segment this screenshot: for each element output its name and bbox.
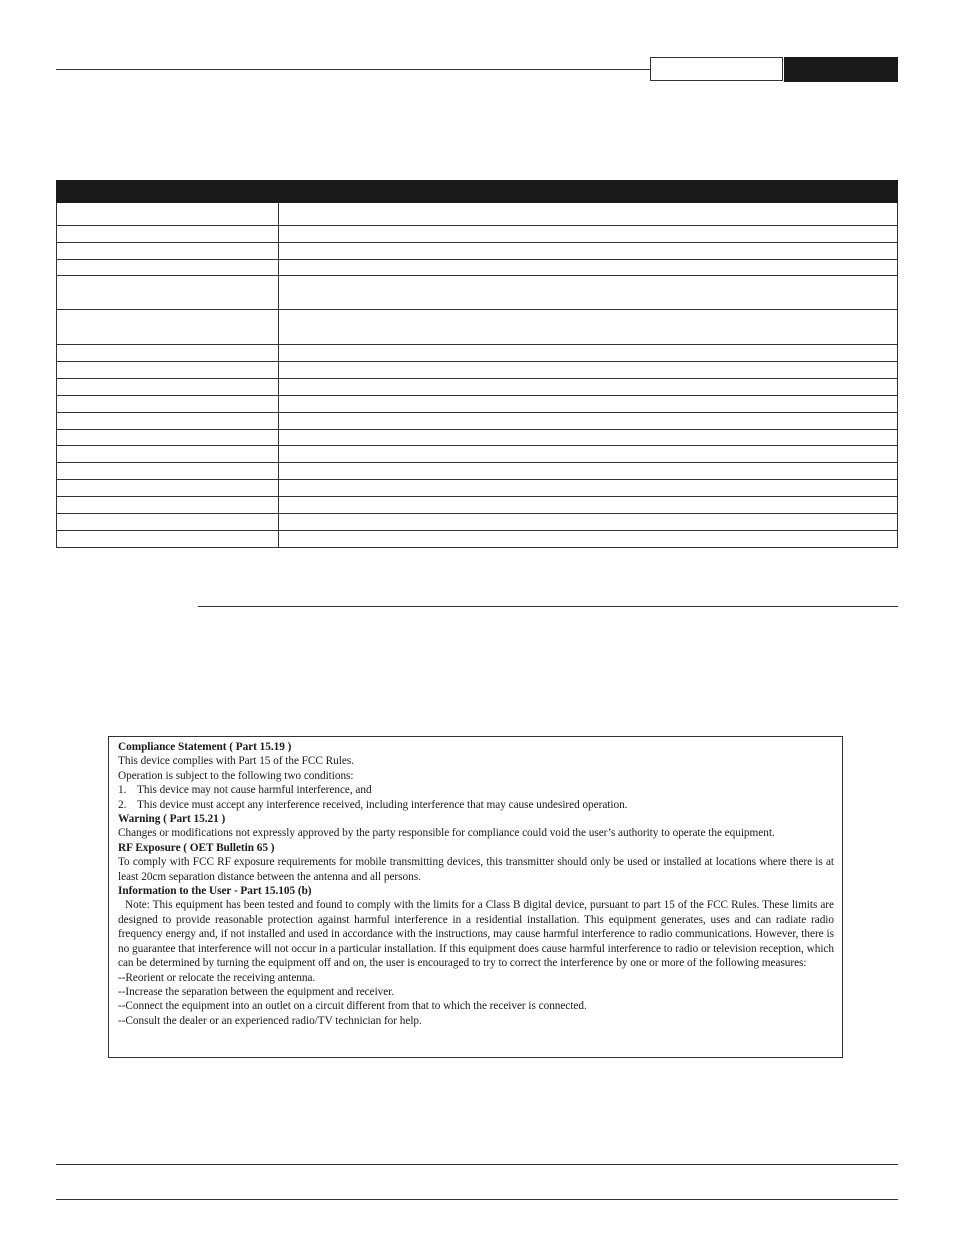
table-header-cell xyxy=(57,181,279,203)
table-cell xyxy=(279,413,898,430)
table-cell xyxy=(57,203,279,226)
condition-item xyxy=(118,783,834,797)
table-cell xyxy=(279,203,898,226)
table-cell xyxy=(57,497,279,514)
table-cell xyxy=(279,396,898,413)
spec-table xyxy=(56,180,898,548)
compliance-line: This device complies with Part 15 of the FCC Rules. xyxy=(118,755,354,768)
header-tab-filled xyxy=(784,57,898,82)
table-row xyxy=(57,446,898,463)
table-cell xyxy=(57,446,279,463)
table-cell xyxy=(279,514,898,531)
table-cell xyxy=(279,276,898,310)
measure-item: --Reorient or relocate the receiving antenna. xyxy=(118,971,316,984)
table-row xyxy=(57,362,898,379)
measure-item: --Consult the dealer or an experienced radio/TV technician for help. xyxy=(118,1014,422,1027)
compliance-line: Operation is subject to the following two conditions: xyxy=(118,769,354,782)
table-row xyxy=(57,310,898,345)
condition-number: 1. xyxy=(118,784,127,797)
table-cell xyxy=(57,260,279,276)
measure-item: --Increase the separation between the equipment and receiver. xyxy=(118,985,395,998)
table-row xyxy=(57,243,898,260)
table-cell xyxy=(279,362,898,379)
measure-item: --Connect the equipment into an outlet on a circuit different from that to which the receiver is connected. xyxy=(118,1000,587,1013)
table-cell xyxy=(57,362,279,379)
table-cell xyxy=(279,310,898,345)
table-cell xyxy=(57,514,279,531)
table-cell xyxy=(279,345,898,362)
table-cell xyxy=(279,430,898,446)
table-cell xyxy=(57,413,279,430)
table-row xyxy=(57,514,898,531)
rf-exposure-text: To comply with FCC RF exposure requirements for mobile transmitting devices, this transmitter should only be used or installed at locations where there is at least 20cm separation distance between the antenna and all persons. xyxy=(118,856,834,883)
condition-number: 2. xyxy=(118,798,127,811)
table-row xyxy=(57,203,898,226)
table-cell xyxy=(57,531,279,548)
table-row xyxy=(57,276,898,310)
section-rule xyxy=(198,606,898,607)
table-cell xyxy=(279,497,898,514)
header-rule xyxy=(56,69,650,70)
table-cell xyxy=(57,463,279,480)
table-cell xyxy=(57,430,279,446)
table-cell xyxy=(57,226,279,243)
table-row xyxy=(57,531,898,548)
table-cell xyxy=(57,243,279,260)
table-cell xyxy=(279,226,898,243)
table-cell xyxy=(57,310,279,345)
table-row xyxy=(57,379,898,396)
condition-text: This device must accept any interference received, including interference that may cause undesired operation. xyxy=(137,798,628,811)
table-row xyxy=(57,497,898,514)
table-row xyxy=(57,413,898,430)
table-cell xyxy=(57,379,279,396)
table-row xyxy=(57,396,898,413)
warning-heading: Warning ( Part 15.21 ) xyxy=(118,813,226,826)
header-tab-outline xyxy=(650,57,783,81)
rf-exposure-heading: RF Exposure ( OET Bulletin 65 ) xyxy=(118,841,275,854)
table-cell xyxy=(57,276,279,310)
table-row xyxy=(57,480,898,497)
table-row xyxy=(57,430,898,446)
warning-text: Changes or modifications not expressly approved by the party responsible for compliance could void the user’s authority to operate the equipment. xyxy=(118,827,775,840)
table-header-cell xyxy=(279,181,898,203)
condition-text: This device may not cause harmful interference, and xyxy=(137,784,372,797)
table-cell xyxy=(279,260,898,276)
table-cell xyxy=(279,379,898,396)
table-cell xyxy=(279,243,898,260)
table-row xyxy=(57,226,898,243)
condition-item xyxy=(118,798,834,812)
compliance-heading: Compliance Statement ( Part 15.19 ) xyxy=(118,741,292,753)
table-row xyxy=(57,345,898,362)
table-cell xyxy=(57,345,279,362)
footer-rule-top xyxy=(56,1164,898,1165)
user-info-text: Note: This equipment has been tested and found to comply with the limits for a Class B digital device, pursuant to part 15 of the FCC Rules. These limits are designed to provide reasonable protection against harmful interference in a residential installation. This equipment generates, uses and can radiate radio frequency energy and, if not installed and used in accordance with the instructions, may cause harmful interference to radio communications. However, there is no guarantee that interference will not occur in a particular installation. If this equipment does cause harmful interference to radio or television reception, which can be determined by turning the equipment off and on, the user is encouraged to try to correct the interference by one or more of the following measures: xyxy=(118,899,834,970)
table-header-row xyxy=(57,181,898,203)
table-cell xyxy=(279,531,898,548)
fcc-statement-box xyxy=(108,736,843,1058)
table-cell xyxy=(279,446,898,463)
table-row xyxy=(57,260,898,276)
table-cell xyxy=(57,480,279,497)
table-cell xyxy=(279,463,898,480)
table-cell xyxy=(279,480,898,497)
table-row xyxy=(57,463,898,480)
table-cell xyxy=(57,396,279,413)
user-info-heading: Information to the User - Part 15.105 (b) xyxy=(118,885,312,898)
footer-rule-bottom xyxy=(56,1199,898,1200)
